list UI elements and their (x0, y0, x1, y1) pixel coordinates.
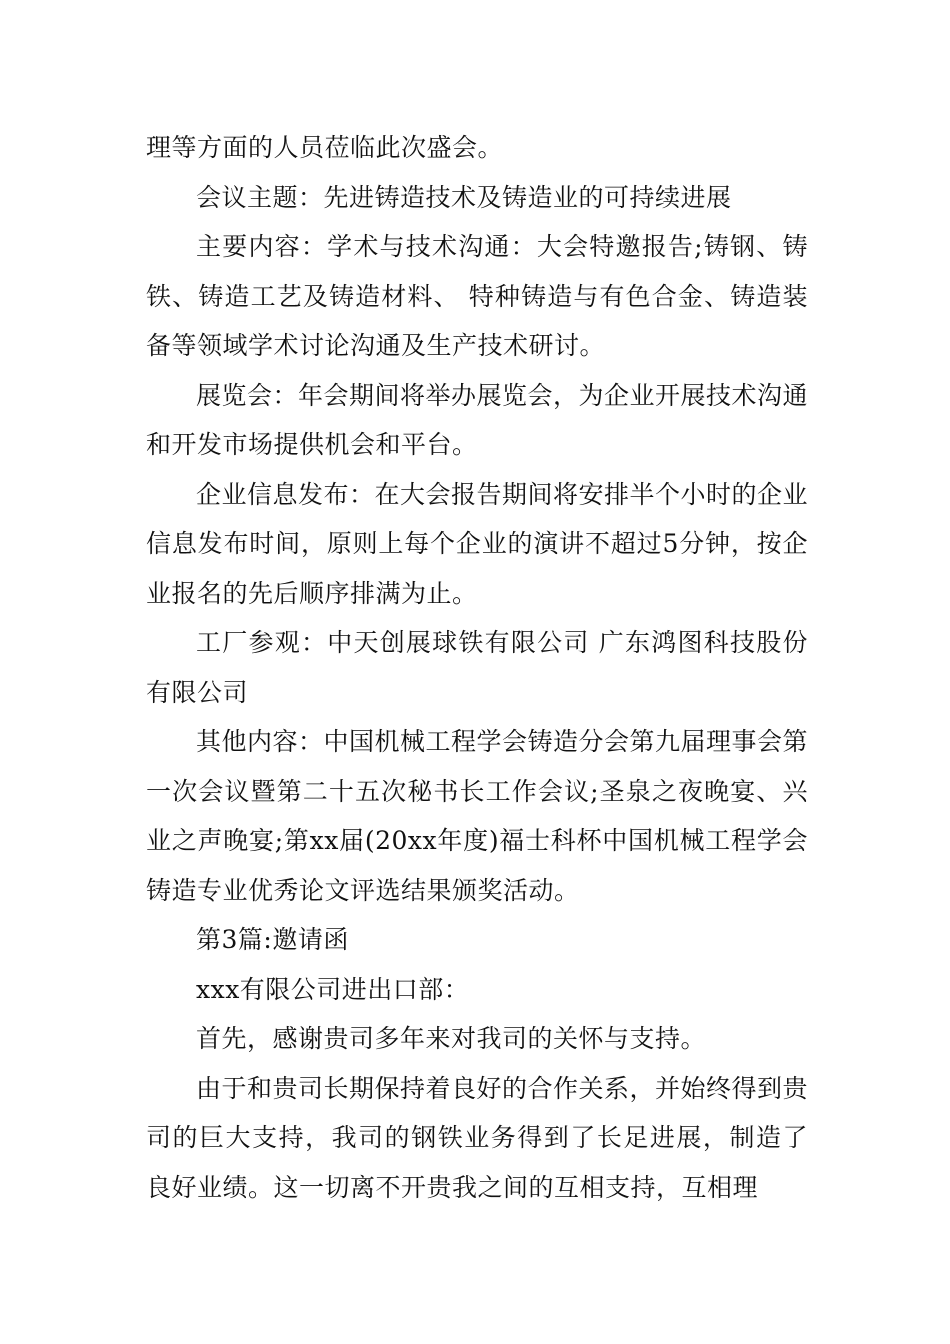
paragraph-factory-visit: 工厂参观：中天创展球铁有限公司 广东鸿图科技股份有限公司 (146, 628, 808, 707)
paragraph-meeting-theme: 会议主题：先进铸造技术及铸造业的可持续进展 (196, 182, 732, 212)
section-heading: 第3篇:邀请函 (196, 925, 349, 954)
paragraph-other-content: 其他内容：中国机械工程学会铸造分会第九届理事会第一次会议暨第二十五次秘书长工作会议;圣泉之夜晚宴、兴业之声晚宴;第xx届(20xx年度)福士科杯中国机械工程学会铸造专业优秀论文评选结果颁奖活动。 (146, 727, 809, 905)
paragraph-company-info: 企业信息发布：在大会报告期间将安排半个小时的企业信息发布时间，原则上每个企业的演讲不超过5分钟，按企业报名的先后顺序排满为止。 (146, 479, 809, 608)
paragraph-continuation: 理等方面的人员莅临此次盛会。 (146, 133, 504, 162)
paragraph-main-content: 主要内容：学术与技术沟通：大会特邀报告;铸钢、铸铁、铸造工艺及铸造材料、 特种铸造与有色合金、铸造装备等领域学术讨论沟通及生产技术研讨。 (146, 232, 808, 360)
document-body (146, 123, 808, 1212)
paragraph-thanks: 首先，感谢贵司多年来对我司的关怀与支持。 (196, 1024, 707, 1053)
paragraph-exhibition: 展览会：年会期间将举办展览会，为企业开展技术沟通和开发市场提供机会和平台。 (146, 380, 809, 459)
letter-salutation: xxx有限公司进出口部： (196, 974, 470, 1004)
paragraph-cooperation: 由于和贵司长期保持着良好的合作关系，并始终得到贵司的巨大支持，我司的钢铁业务得到了长足进展，制造了良好业绩。这一切离不开贵我之间的互相支持，互相理 (146, 1073, 809, 1202)
